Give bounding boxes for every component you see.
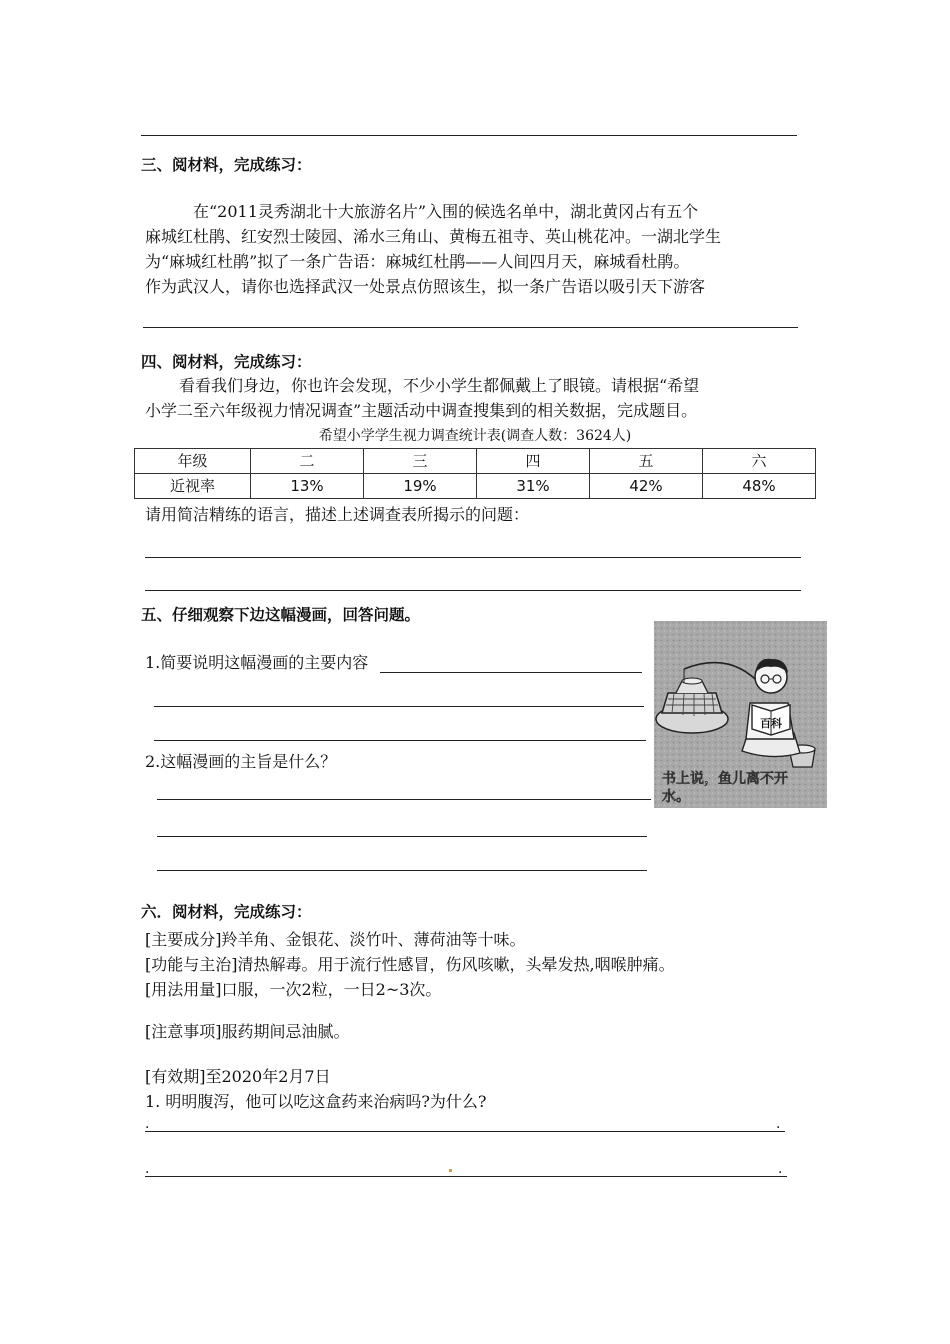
grade-cell: 四 <box>477 449 590 474</box>
table-rate-row <box>135 474 816 499</box>
section3-line-1: 在“2011灵秀湖北十大旅游名片”入围的候选名单中，湖北黄冈占有五个 <box>193 202 699 221</box>
medicine-expiry: [有效期]至2020年2月7日 <box>145 1067 331 1086</box>
table-header-row <box>135 449 816 474</box>
grade-cell: 二 <box>251 449 364 474</box>
grade-cell: 三 <box>364 449 477 474</box>
section4-line-2: 小学二至六年级视力情况调查”主题活动中调查搜集到的相关数据，完成题目。 <box>145 401 698 420</box>
answer-dot: . <box>145 1116 150 1132</box>
section6-heading: 六．阅材料，完成练习： <box>141 903 312 921</box>
section4-answer-line-1[interactable] <box>145 557 801 558</box>
section5-question-2: 2.这幅漫画的主旨是什么？ <box>145 752 337 771</box>
medicine-precautions: [注意事项]服药期间忌油腻。 <box>145 1022 350 1041</box>
q2-answer-line-3[interactable] <box>157 870 647 871</box>
section4-line-1: 看看我们身边，你也许会发现，不少小学生都佩戴上了眼镜。请根据“希望 <box>179 376 700 395</box>
section4-heading: 四、阅材料，完成练习： <box>141 353 312 371</box>
medicine-indications: [功能与主治]清热解毒。用于流行性感冒，伤风咳嗽，头晕发热,咽喉肿痛。 <box>145 955 675 974</box>
section4-answer-line-2[interactable] <box>145 590 801 591</box>
section5-question-1: 1.简要说明这幅漫画的主要内容 <box>145 653 369 672</box>
section4-question: 请用简洁精练的语言，描述上述调查表所揭示的问题： <box>145 505 530 524</box>
q2-answer-line-1[interactable] <box>157 799 651 800</box>
rate-cell: 48% <box>703 474 816 499</box>
section3-line-2: 麻城红杜鹃、红安烈士陵园、浠水三角山、黄梅五祖寺、英山桃花冲。一湖北学生 <box>145 227 722 246</box>
q1-inline-line[interactable] <box>380 672 642 673</box>
medicine-dosage: [用法用量]口服，一次2粒，一日2~3次。 <box>145 980 442 999</box>
cartoon-caption-2: 水。 <box>662 789 690 805</box>
section3-line-3: 为“麻城红杜鹃”拟了一条广告语：麻城红杜鹃——人间四月天，麻城看杜鹃。 <box>145 252 690 271</box>
vision-table <box>134 448 816 499</box>
cartoon-caption-1: 书上说，鱼儿离不开 <box>662 771 788 787</box>
rate-cell: 13% <box>251 474 364 499</box>
small-mark <box>449 1169 452 1172</box>
rate-cell: 31% <box>477 474 590 499</box>
q1-answer-line-2[interactable] <box>154 740 646 741</box>
grade-cell: 六 <box>703 449 816 474</box>
section3-heading: 三、阅材料，完成练习： <box>141 156 312 174</box>
top-divider <box>141 135 797 136</box>
section3-paragraph <box>145 199 721 299</box>
rate-cell: 19% <box>364 474 477 499</box>
table-header-label: 年级 <box>135 449 251 474</box>
section5-heading: 五、仔细观察下边这幅漫画，回答问题。 <box>141 606 421 624</box>
section6-answer-line-1[interactable] <box>145 1131 785 1132</box>
q1-answer-line-1[interactable] <box>154 706 644 707</box>
section3-line-4: 作为武汉人，请你也选择武汉一处景点仿照该生，拟一条广告语以吸引天下游客 <box>145 277 706 296</box>
table-row-label: 近视率 <box>135 474 251 499</box>
table-caption: 希望小学学生视力调查统计表(调查人数：3624人) <box>318 428 632 444</box>
section3-answer-line[interactable] <box>143 327 798 328</box>
q2-answer-line-2[interactable] <box>157 836 647 837</box>
section6-question: 1. 明明腹泻，他可以吃这盒药来治病吗?为什么? <box>145 1092 487 1111</box>
answer-dot: . <box>778 1161 783 1177</box>
section6-answer-line-2[interactable] <box>145 1176 787 1177</box>
fishing-cartoon-illustration <box>654 621 827 808</box>
answer-dot: . <box>776 1116 781 1132</box>
cartoon-book-text: 百科 <box>760 717 782 730</box>
answer-dot: . <box>145 1161 150 1177</box>
rate-cell: 42% <box>590 474 703 499</box>
medicine-ingredients: [主要成分]羚羊角、金银花、淡竹叶、薄荷油等十味。 <box>145 930 526 949</box>
grade-cell: 五 <box>590 449 703 474</box>
cartoon-image <box>654 621 827 808</box>
section4-paragraph <box>145 373 699 423</box>
